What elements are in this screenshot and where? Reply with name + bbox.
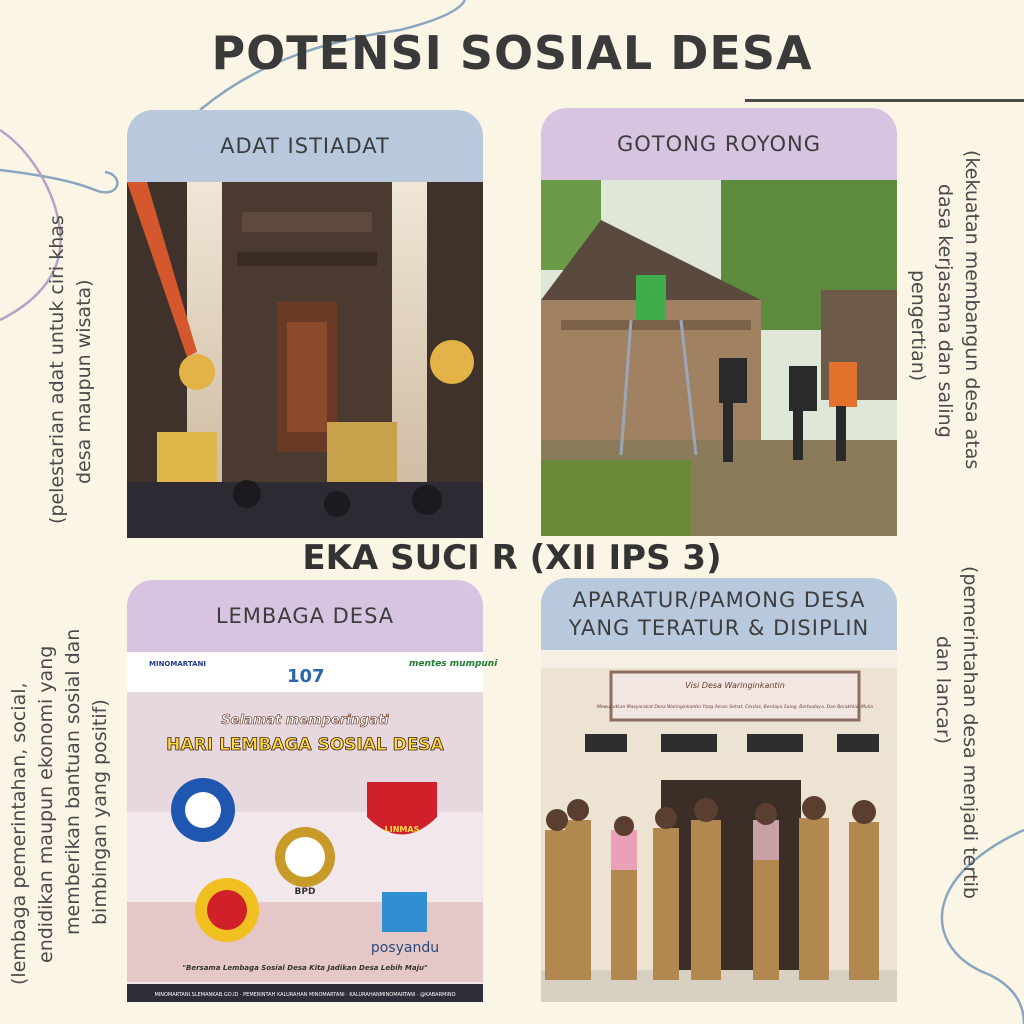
card-gotong-label: GOTONG ROYONG [541, 108, 897, 180]
poster-badge: 107 [287, 666, 325, 687]
card-adat-label: ADAT ISTIADAT [127, 110, 483, 182]
gotong-royong-photo [541, 180, 897, 536]
note-adat: (pelestarian adat untuk ciri khas desa maupun wisata) [46, 215, 95, 524]
poster-footer: MINOMARTANI.SLEMANKAB.GO.ID · PEMERINTAH KALURAHAN MINOMARTANI · KALURAHANMINOMARTANI · @KABARMINO [154, 992, 456, 998]
card-lembaga-desa [127, 580, 498, 1002]
card-aparatur-label: APARATUR/PAMONG DESA YANG TERATUR & DISIPLIN [541, 578, 897, 650]
poster-heading2: HARI LEMBAGA SOSIAL DESA [166, 735, 444, 755]
village-officials-photo [541, 650, 897, 1002]
card-gotong-royong [541, 108, 897, 536]
svg-text:posyandu: posyandu [370, 940, 440, 956]
card-lembaga-label: LEMBAGA DESA [127, 580, 483, 652]
poster-brand-left: MINOMARTANI [149, 660, 206, 668]
note-aparatur: (pemerintahan desa menjadi tertib dan lancar) [932, 566, 981, 899]
temple-ceremony-photo [127, 182, 483, 538]
lembaga-poster [127, 652, 498, 1002]
svg-text:BPD: BPD [294, 887, 316, 897]
blue-curve-left [0, 170, 117, 192]
note-gotong: (kekuatan membangun desa atas dasa kerjasama dan saling pengertian) [907, 150, 983, 470]
posyandu-logo [382, 892, 427, 932]
sign-text: Mewujudkan Masyarakat Desa Waringinkantin Yang Aman Sehat, Cerdas, Berdaya Saing, Berbudaya, Dan Berakhlak Mulia [596, 705, 874, 710]
card-aparatur [541, 578, 897, 1002]
author-name: EKA SUCI R (XII IPS 3) [302, 538, 722, 578]
poster-heading1: Selamat memperingati [221, 713, 389, 728]
note-lembaga: (lembaga pemerintahan, social, endidikan maupun ekonomi yang memberikan bantuan sosial dan bimbingan yang positif) [8, 628, 111, 985]
title-underline [745, 99, 1024, 102]
page-title: POTENSI SOSIAL DESA [211, 26, 813, 80]
card-adat-istiadat [127, 110, 483, 538]
svg-text:LINMAS: LINMAS [384, 825, 420, 834]
poster-brand-right: mentes mumpuni [409, 659, 498, 669]
poster-tagline: "Bersama Lembaga Sosial Desa Kita Jadikan Desa Lebih Maju" [182, 964, 428, 972]
sign-title: Visi Desa Waringinkantin [685, 681, 785, 690]
